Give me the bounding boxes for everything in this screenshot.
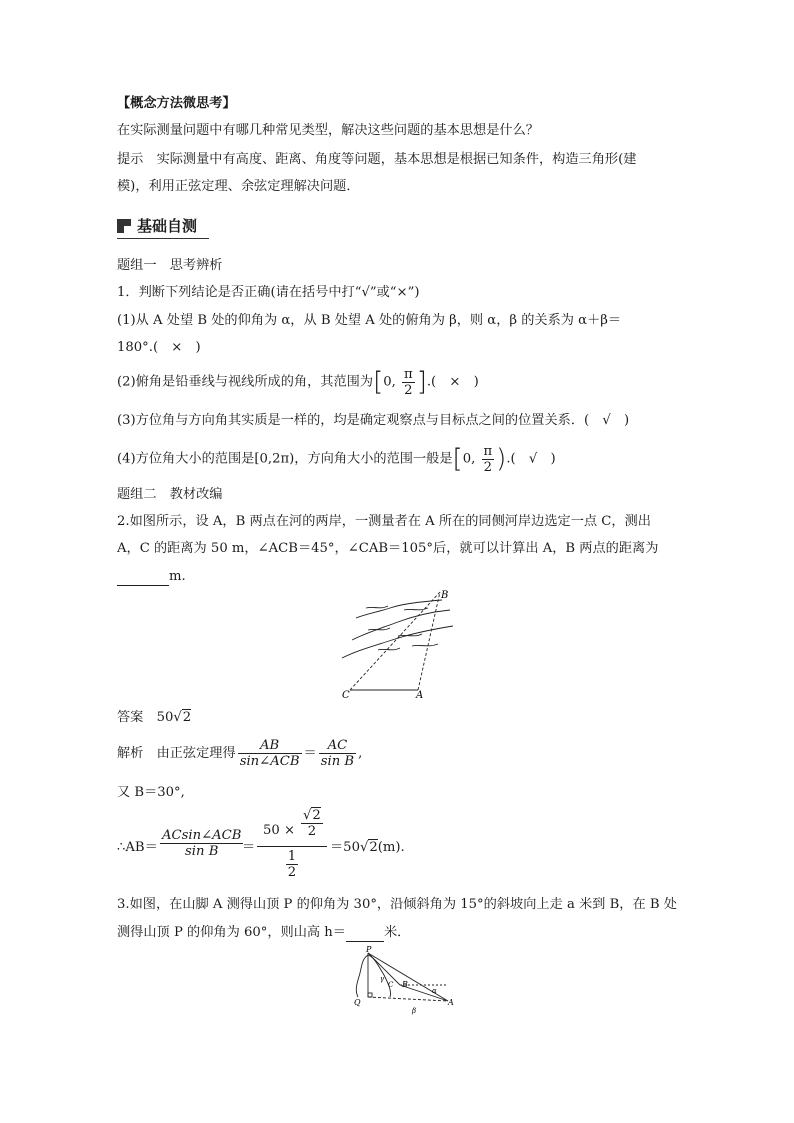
fraction: $\frac{AB}{\text{sin∠ACB}}$: [239, 738, 300, 769]
pi-over-2-fraction: $\frac{\pi}{2}$: [483, 443, 493, 475]
pi-over-2-fraction: $\frac{\pi}{2}$: [404, 366, 413, 398]
q2-line1: 2.如图所示，设 A，B 两点在河的两岸，一测量者在 A 所在的同侧河岸边选定一点 C，测出: [117, 514, 651, 529]
q3-line1: 3.如图，在山脚 A 测得山顶 P 的仰角为 30°，沿倾斜角为 15°的斜坡向上走 a 米到 B，在 B 处: [117, 897, 677, 912]
group1-title: 题组一 思考辨析: [117, 258, 223, 273]
label-A: A: [448, 998, 454, 1007]
label-alpha: α: [432, 987, 437, 995]
compound-fraction: 50 × $\frac{√2}{2}$ $\frac{1}{2}$: [257, 808, 327, 880]
q1-item1-line1: (1)从 A 处望 B 处的仰角为 α，从 B 处望 A 处的俯角为 β，则 α，β 的关系为 α＋β＝: [117, 313, 622, 328]
concept-hint-line2: 模)，利用正弦定理、余弦定理解决问题．: [117, 179, 360, 194]
label-B: B: [402, 980, 408, 989]
label-C: C: [388, 981, 394, 989]
fraction: $\frac{AC}{\text{sin B}}$: [320, 738, 355, 769]
answer-blank: [117, 567, 169, 586]
label-C: C: [342, 690, 350, 700]
also-line: 又 B＝30°,: [117, 785, 185, 800]
section-underline: [117, 238, 209, 239]
label-beta: β: [412, 1007, 417, 1015]
mountain-figure: [340, 945, 456, 1017]
q1-item4: (4)方位角大小的范围是[0,2π)，方向角大小的范围一般是[0, $\frac{\pi}{2}$ ).( √ ): [117, 443, 556, 475]
section-title: 基础自测: [137, 217, 198, 235]
q1-item3: (3)方位角与方向角其实质是一样的，均是确定观察点与目标点之间的位置关系．( √ ): [117, 413, 630, 428]
q1-item1-line2: 180°.( × ): [117, 340, 201, 355]
label-P: P: [366, 945, 372, 954]
answer-blank: [346, 923, 384, 942]
river-figure: [338, 588, 458, 700]
fraction: ACsin∠ACB sin B: [162, 828, 242, 859]
concept-hint-line1: [117, 151, 636, 169]
label-A: A: [416, 690, 424, 700]
label-B: B: [441, 590, 449, 601]
hint-label: 提示: [117, 152, 144, 167]
q2-line2: A，C 的距离为 50 m，∠ACB＝45°，∠CAB＝105°后，就可以计算出 A，B 两点的距离为: [117, 541, 659, 556]
answer-line: 答案 50√2: [117, 710, 192, 725]
hint-text: 实际测量中有高度、距离、角度等问题，基本思想是根据已知条件，构造三角形(建: [156, 152, 637, 167]
concept-question: 在实际测量问题中有哪几种常见类型，解决这些问题的基本思想是什么？: [117, 123, 539, 138]
analysis-line: 解析 由正弦定理得 $\frac{AB}{\text{sin∠ACB}}$ ＝ $\frac{AC}{\text{sin B}}$ ,: [117, 738, 363, 769]
sqrt: √2: [173, 710, 192, 725]
label-Q: Q: [354, 998, 361, 1007]
q2-line3: m.: [117, 567, 186, 586]
concept-header: 【概念方法微思考】: [117, 96, 236, 111]
group2-title: 题组二 教材改编: [117, 487, 223, 502]
q3-line2: 测得山顶 P 的仰角为 60°，则山高 h＝ 米．: [117, 925, 411, 940]
label-gamma: γ: [380, 975, 385, 983]
q1-stem: 1．判断下列结论是否正确(请在括号中打“√”或“×”): [117, 285, 420, 300]
section-header: [117, 216, 209, 238]
q1-item2: (2)俯角是铅垂线与视线所成的角，其范围为[0, $\frac{\pi}{2}$ ].( × ): [117, 366, 479, 398]
